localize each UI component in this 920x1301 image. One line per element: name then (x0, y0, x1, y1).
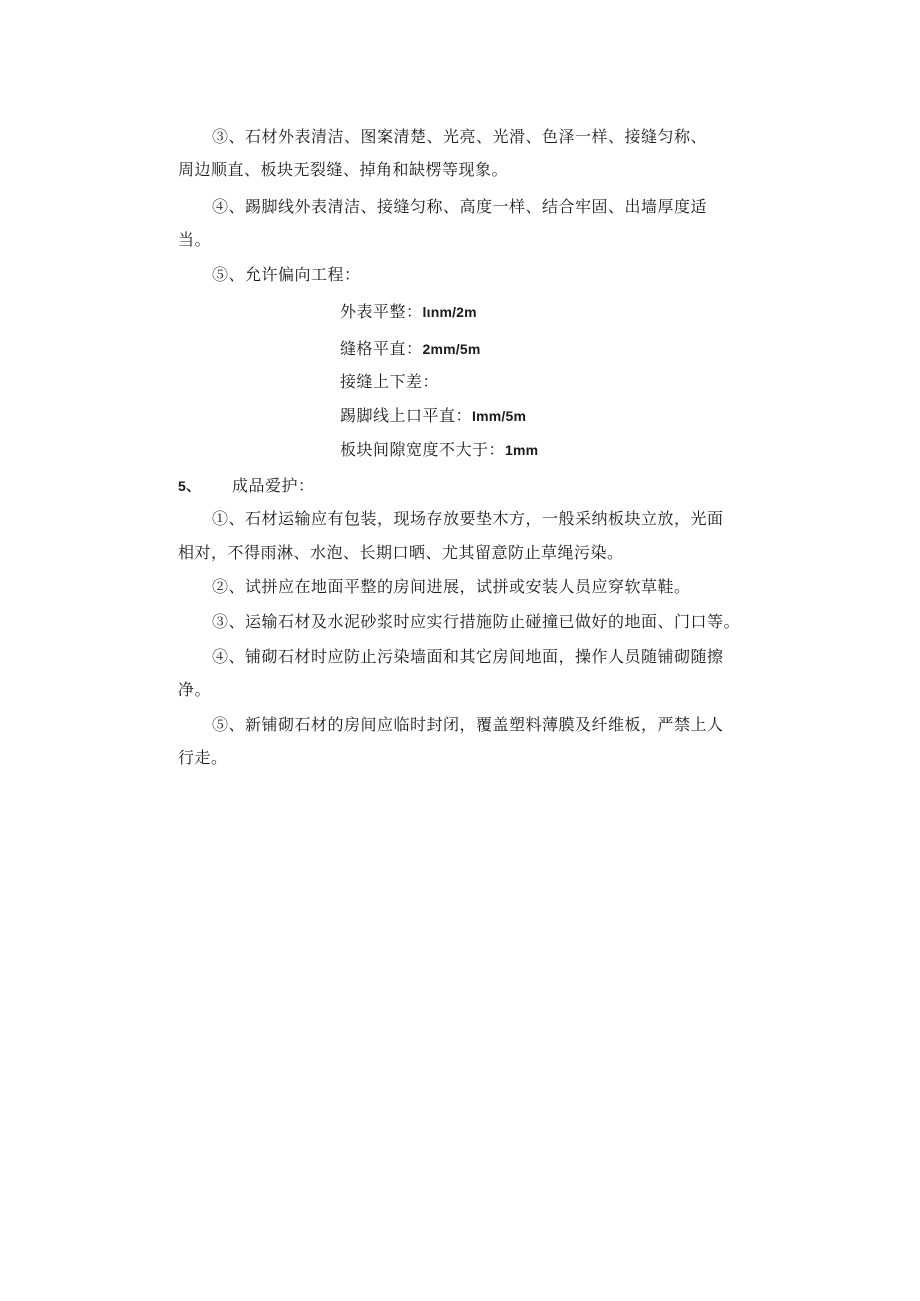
protect-item-4-line-1: ④、铺砌石材时应防止污染墙面和其它房间地面，操作人员随铺砌随擦 (212, 647, 724, 666)
protect-item-1-line-2: 相对，不得雨淋、水泡、长期口晒、尤其留意防止草绳污染。 (178, 543, 624, 562)
protect-item-4-line-2: 净。 (178, 680, 212, 699)
item-3-line-2: 周边顺直、板块无裂缝、掉角和缺楞等现象。 (178, 160, 509, 179)
tolerance-row (340, 301, 477, 323)
tolerance-label: 缝格平直： (340, 339, 423, 358)
tolerance-value: Imm/5m (472, 408, 527, 424)
section-title: 成品爱护： (232, 476, 315, 495)
section-number: 5、 (178, 478, 201, 494)
protect-item-2-line-1: ②、试拼应在地面平整的房间进展，试拼或安装人员应穿软草鞋。 (212, 577, 691, 596)
tolerance-label: 外表平整： (340, 302, 423, 321)
protect-item-5-line-2: 行走。 (178, 748, 228, 767)
tolerance-label: 接缝上下差： (340, 372, 440, 391)
tolerance-row (340, 371, 439, 393)
tolerance-row (340, 405, 526, 427)
tolerance-label: 踢脚线上口平直： (340, 406, 473, 425)
tolerance-value: 2mm/5m (422, 341, 481, 357)
tolerance-label: 板块间隙宽度不大于： (340, 440, 506, 459)
item-4-line-1: ④、踢脚线外表清洁、接缝匀称、高度一样、结合牢固、出墙厚度适 (212, 197, 708, 216)
item-4-line-2: 当。 (178, 230, 212, 249)
tolerance-row (340, 439, 538, 461)
protect-item-5-line-1: ⑤、新铺砌石材的房间应临时封闭，覆盖塑料薄膜及纤维板，严禁上人 (212, 715, 724, 734)
tolerance-row (340, 338, 481, 360)
protect-item-3-line-1: ③、运输石材及水泥砂浆时应实行措施防止碰撞已做好的地面、门口等。 (212, 612, 741, 631)
protect-item-1-line-1: ①、石材运输应有包装，现场存放要垫木方，一般采纳板块立放，光面 (212, 509, 724, 528)
item-5-line-1: ⑤、允许偏向工程： (212, 265, 361, 284)
section-5-heading (178, 475, 201, 497)
tolerance-value: lιnm/2m (422, 304, 477, 320)
item-3-line-1: ③、石材外表清洁、图案清楚、光亮、光滑、色泽一样、接缝匀称、 (212, 127, 708, 146)
tolerance-value: 1mm (505, 442, 539, 458)
